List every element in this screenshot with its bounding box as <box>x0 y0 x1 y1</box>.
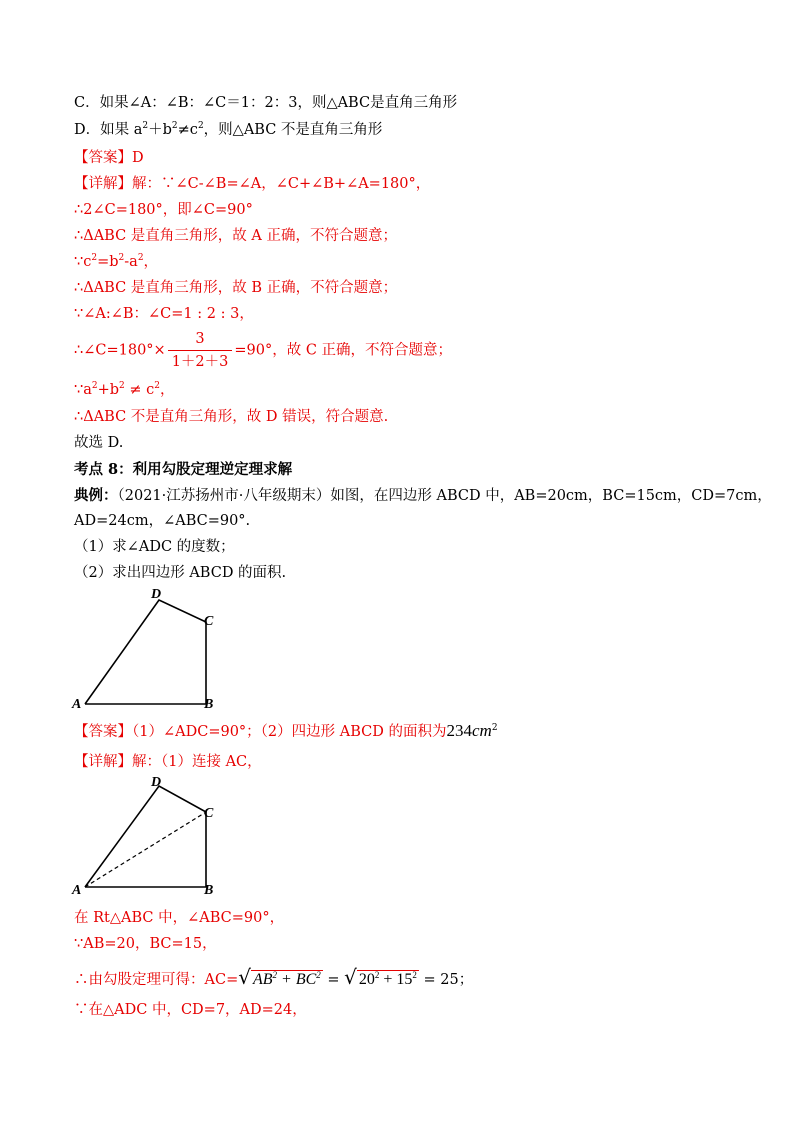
sqrt-expression-1: √ $AB^2 + BC^2$ <box>238 965 321 989</box>
solution-line-2: ∵AB=20，BC=15， <box>74 936 217 952</box>
quadrilateral-figure <box>64 582 234 712</box>
example-line-2: AD=24cm，∠ABC=90°. <box>74 513 251 529</box>
step-line-5: ∵∠A:∠B：∠C=1 : 2 : 3， <box>74 306 254 322</box>
label-b: B <box>204 883 214 898</box>
detail-2: 【详解】解：（1）连接 AC， <box>74 754 262 770</box>
label-a: A <box>72 883 82 898</box>
step-line-1: ∴2∠C=180°，即∠C=90° <box>74 202 253 218</box>
solution-line-3: ∴由勾股定理可得：AC=√ $AB^2 + BC^2$ = √ $20^2 + 15^2 = 25$； <box>74 964 473 993</box>
answer-1: 【答案】D <box>74 150 144 166</box>
answer-2: 【答案】（1）∠ADC=90°；（2）四边形 ABCD 的面积为$234cm^2$ <box>74 721 498 740</box>
step-line-4: ∴ΔABC 是直角三角形，故 B 正确，不符合题意； <box>74 280 398 296</box>
label-a: A <box>72 697 82 712</box>
quadrilateral-figure-with-diagonal <box>64 772 234 902</box>
label-b: B <box>204 697 214 712</box>
conclusion: 故选 D. <box>74 435 124 451</box>
solution-line-1: 在 Rt△ABC 中，∠ABC=90°， <box>74 910 285 926</box>
example-line-1: 典例：（2021·江苏扬州市·八年级期末）如图，在四边形 ABCD 中，AB=20cm，BC=15cm，CD=7cm， <box>74 487 772 504</box>
diagonal-ac <box>85 812 206 887</box>
label-c: C <box>204 614 214 629</box>
step-line-8: ∴ΔABC 不是直角三角形，故 D 错误，符合题意. <box>74 409 389 425</box>
detail-1: 【详解】解：∵∠C-∠B=∠A，∠C+∠B+∠A=180°， <box>74 176 431 192</box>
step-line-7: $\because a^2+b^2 \ne c^2$， <box>74 381 175 398</box>
quadrilateral-outline <box>85 786 206 887</box>
step-line-3: $\because c^2=b^2-a^2$， <box>74 253 159 270</box>
quadrilateral-outline <box>85 600 206 704</box>
question-1: （1）求∠ADC 的度数； <box>74 539 235 555</box>
label-d: D <box>151 775 162 790</box>
label-d: D <box>151 587 162 602</box>
option-d: D．如果 $a^2+b^2\ne c^2$，则△ABC 不是直角三角形 <box>74 121 383 138</box>
fraction: $\frac{3}{1+2+3}$ <box>168 330 233 371</box>
step-line-2: ∴ΔABC 是直角三角形，故 A 正确，不符合题意； <box>74 228 397 244</box>
step-line-6: ∴∠C=180°× $\frac{3}{1+2+3}$ =90°，故 C 正确，不符合题意； <box>74 331 453 370</box>
option-c: C．如果∠A：∠B：∠C＝1：2：3，则△ABC是直角三角形 <box>74 95 458 111</box>
section-title: 考点 8：利用勾股定理逆定理求解 <box>74 461 293 478</box>
question-2: （2）求出四边形 ABCD 的面积. <box>74 565 287 581</box>
solution-line-4: ∵在△ADC 中，CD=7，AD=24， <box>74 1002 307 1018</box>
sqrt-expression-2: √ $20^2 + 15^2$ <box>344 965 417 989</box>
label-c: C <box>204 806 214 821</box>
